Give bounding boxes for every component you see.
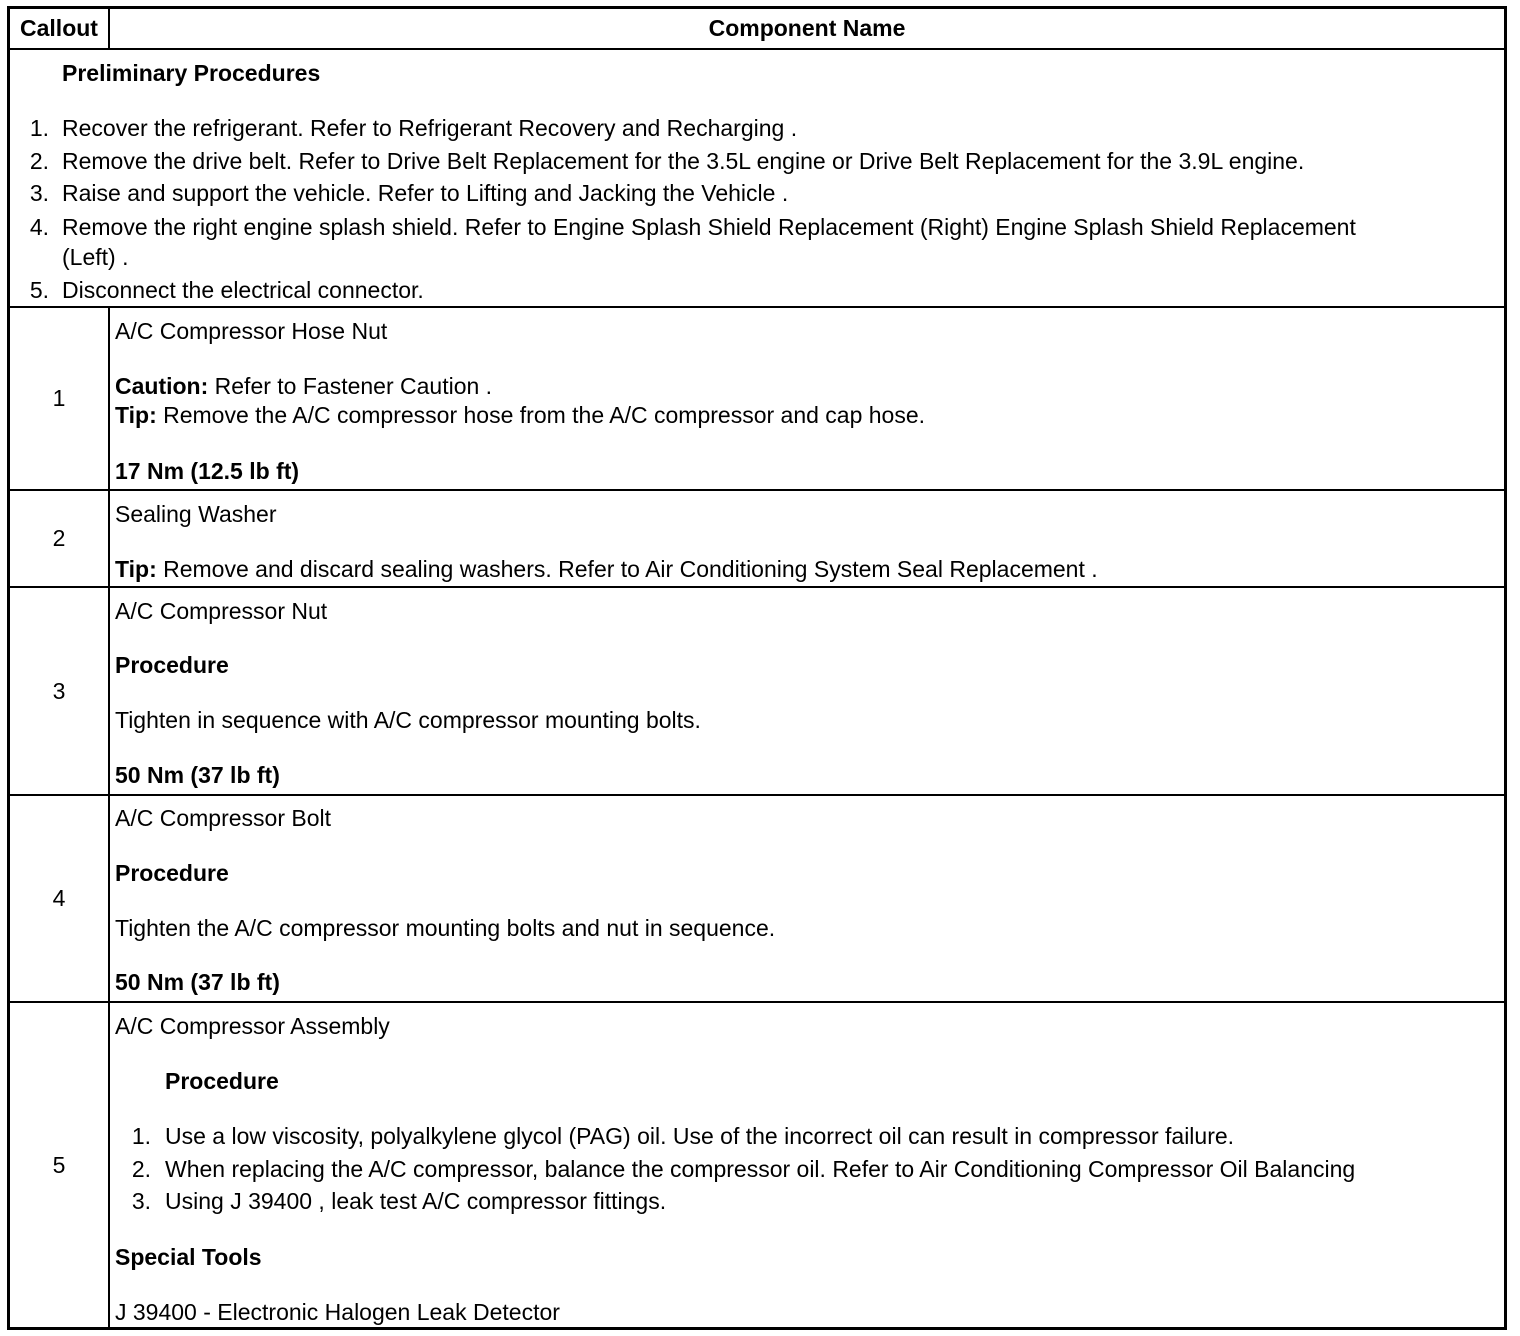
step-number: 2. bbox=[29, 148, 49, 174]
step-text: Recover the refrigerant. Refer to Refrigerant Recovery and Recharging . bbox=[62, 115, 798, 141]
procedure-text: Tighten the A/C compressor mounting bolts and nut in sequence. bbox=[115, 915, 776, 941]
component-name: A/C Compressor Hose Nut bbox=[115, 318, 388, 344]
caution-line bbox=[115, 373, 492, 399]
tip-line bbox=[115, 402, 925, 428]
step-number: 5. bbox=[29, 277, 49, 303]
procedure-heading: Procedure bbox=[115, 652, 229, 678]
step-number: 1. bbox=[29, 115, 49, 141]
procedure-table bbox=[7, 6, 1507, 1330]
component-cell bbox=[110, 796, 1504, 1001]
component-cell bbox=[110, 308, 1504, 489]
procedure-text: Tighten in sequence with A/C compressor mounting bolts. bbox=[115, 707, 701, 733]
tip-label: Tip: bbox=[115, 556, 157, 582]
table-header bbox=[10, 9, 1504, 50]
callout-number: 4 bbox=[10, 796, 110, 1001]
torque-spec: 50 Nm (37 lb ft) bbox=[115, 969, 280, 995]
preliminary-heading: Preliminary Procedures bbox=[62, 60, 321, 86]
tip-line bbox=[115, 556, 1098, 582]
table-row-callout-3 bbox=[10, 588, 1504, 796]
table-row-callout-5 bbox=[10, 1003, 1504, 1327]
step-text: Disconnect the electrical connector. bbox=[62, 277, 424, 303]
tip-text: Remove the A/C compressor hose from the A/C compressor and cap hose. bbox=[156, 402, 926, 428]
callout-number: 3 bbox=[10, 588, 110, 794]
table-row-callout-1 bbox=[10, 308, 1504, 491]
tip-label: Tip: bbox=[115, 402, 157, 428]
table-row-callout-4 bbox=[10, 796, 1504, 1003]
step-text: Remove the drive belt. Refer to Drive Belt Replacement for the 3.5L engine or Drive Belt Replacement for the 3.9L engine. bbox=[62, 148, 1305, 174]
component-name-header: Component Name bbox=[708, 15, 906, 41]
step-text: Remove the right engine splash shield. Refer to Engine Splash Shield Replacement (Right) Engine Splash Shield Replacement bbox=[62, 214, 1356, 240]
step-number: 3. bbox=[29, 180, 49, 206]
component-cell bbox=[110, 1003, 1504, 1327]
step-text: Use a low viscosity, polyalkylene glycol (PAG) oil. Use of the incorrect oil can result in compressor failure. bbox=[165, 1123, 1235, 1149]
component-name: A/C Compressor Assembly bbox=[115, 1013, 390, 1039]
callout-number: 1 bbox=[10, 308, 110, 489]
step-text: Raise and support the vehicle. Refer to Lifting and Jacking the Vehicle . bbox=[62, 180, 789, 206]
step-text: Using J 39400 , leak test A/C compressor fittings. bbox=[165, 1188, 667, 1214]
caution-label: Caution: bbox=[115, 373, 209, 399]
table-row-callout-2 bbox=[10, 491, 1504, 588]
component-name: A/C Compressor Nut bbox=[115, 598, 328, 624]
step-text: When replacing the A/C compressor, balance the compressor oil. Refer to Air Conditioning Compressor Oil Balancing bbox=[165, 1156, 1356, 1182]
callout-number: 2 bbox=[10, 491, 110, 586]
component-name: A/C Compressor Bolt bbox=[115, 805, 332, 831]
step-number: 1. bbox=[131, 1123, 151, 1149]
caution-text: Refer to Fastener Caution . bbox=[208, 373, 493, 399]
step-number: 2. bbox=[131, 1156, 151, 1182]
callout-number: 5 bbox=[10, 1003, 110, 1327]
tip-text: Remove and discard sealing washers. Refer to Air Conditioning System Seal Replacement . bbox=[156, 556, 1098, 582]
callout-header: Callout bbox=[10, 9, 110, 48]
procedure-heading: Procedure bbox=[115, 860, 229, 886]
component-cell bbox=[110, 491, 1504, 586]
special-tools-heading: Special Tools bbox=[115, 1244, 262, 1270]
component-cell bbox=[110, 588, 1504, 794]
step-number: 3. bbox=[131, 1188, 151, 1214]
procedure-heading: Procedure bbox=[165, 1068, 279, 1094]
step-text-continued: (Left) . bbox=[62, 244, 129, 270]
torque-spec: 17 Nm (12.5 lb ft) bbox=[115, 458, 300, 484]
preliminary-procedures-row bbox=[10, 50, 1504, 308]
component-name: Sealing Washer bbox=[115, 501, 277, 527]
special-tool-item: J 39400 - Electronic Halogen Leak Detector bbox=[115, 1299, 560, 1325]
step-number: 4. bbox=[29, 214, 49, 240]
torque-spec: 50 Nm (37 lb ft) bbox=[115, 762, 280, 788]
